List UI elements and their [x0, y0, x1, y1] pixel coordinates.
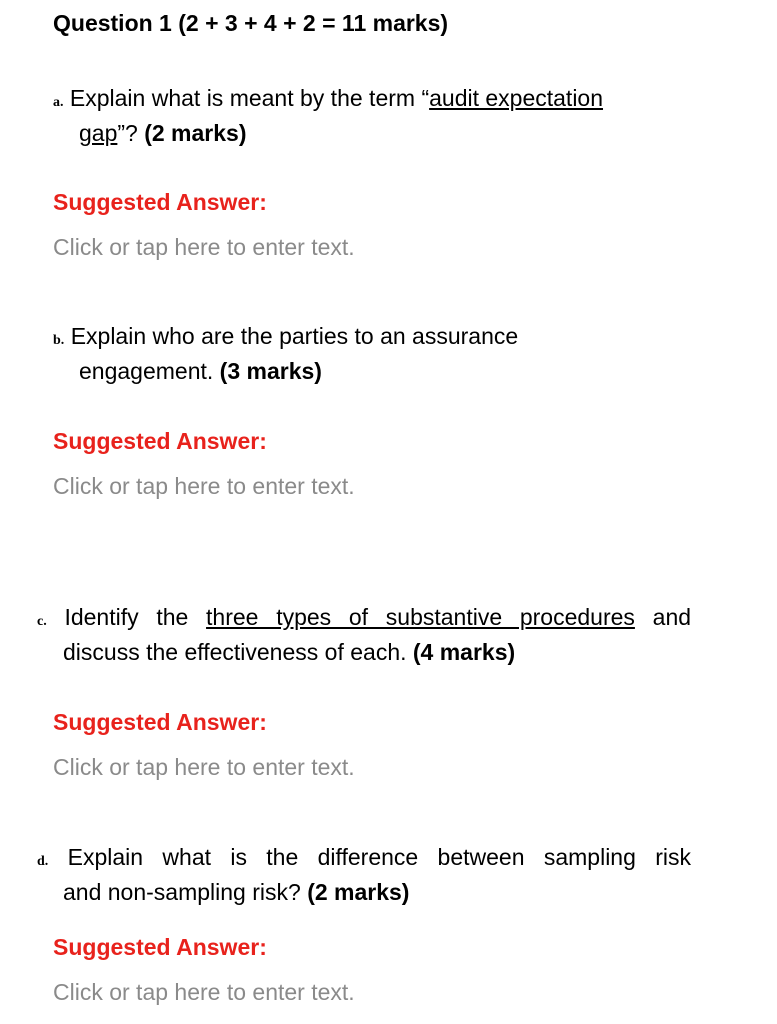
- suggested-answer-label-d: Suggested Answer:: [53, 934, 267, 960]
- question-d-line-2-text: and non-sampling risk?: [63, 879, 301, 905]
- question-c-term: three types of substantive procedures: [206, 604, 635, 630]
- question-a-marker: a.: [53, 95, 64, 110]
- question-a-term-part-2: gap: [79, 120, 118, 146]
- answer-field-d[interactable]: Click or tap here to enter text.: [53, 979, 355, 1005]
- question-b-marks: (3 marks): [219, 358, 322, 384]
- question-a-line-2: [53, 118, 603, 148]
- question-c-marker: c.: [37, 614, 47, 629]
- question-d-marker: d.: [37, 854, 49, 869]
- question-d-line-1: [37, 842, 691, 877]
- answer-field-a[interactable]: Click or tap here to enter text.: [53, 234, 355, 260]
- suggested-answer-label-c: Suggested Answer:: [53, 709, 267, 735]
- question-b: [53, 321, 518, 386]
- question-c-text: Identify the: [64, 604, 189, 630]
- question-a-text: Explain what is meant by the term “: [69, 85, 430, 111]
- suggested-answer-label-b: Suggested Answer:: [53, 428, 267, 454]
- question-a-line-1: [53, 83, 603, 118]
- question-c-marks: (4 marks): [412, 639, 516, 665]
- question-a: [53, 83, 603, 148]
- question-a-text-end: ”?: [117, 120, 138, 146]
- answer-field-b[interactable]: Click or tap here to enter text.: [53, 473, 355, 499]
- question-d: [37, 842, 691, 907]
- question-c: [37, 602, 691, 667]
- question-b-line-1: [53, 321, 518, 356]
- question-d-line-2: [37, 877, 691, 907]
- suggested-answer-label-a: Suggested Answer:: [53, 189, 267, 215]
- question-c-line-2: [37, 637, 691, 667]
- question-b-text-end: engagement.: [79, 358, 214, 384]
- question-a-marks: (2 marks): [144, 120, 247, 146]
- answer-field-c[interactable]: Click or tap here to enter text.: [53, 754, 355, 780]
- question-c-text-end: and: [652, 604, 692, 630]
- question-c-line-2-text: discuss the effectiveness of each.: [63, 639, 407, 665]
- question-heading: Question 1 (2 + 3 + 4 + 2 = 11 marks): [53, 10, 449, 36]
- question-b-text: Explain who are the parties to an assurance: [70, 323, 519, 349]
- question-d-text: Explain what is the difference between sampling risk: [67, 844, 691, 870]
- question-b-line-2: [53, 356, 518, 386]
- question-c-line-1: [37, 602, 691, 637]
- question-a-term-part-1: audit expectation: [429, 85, 604, 111]
- question-d-marks: (2 marks): [307, 879, 410, 905]
- question-b-marker: b.: [53, 333, 65, 348]
